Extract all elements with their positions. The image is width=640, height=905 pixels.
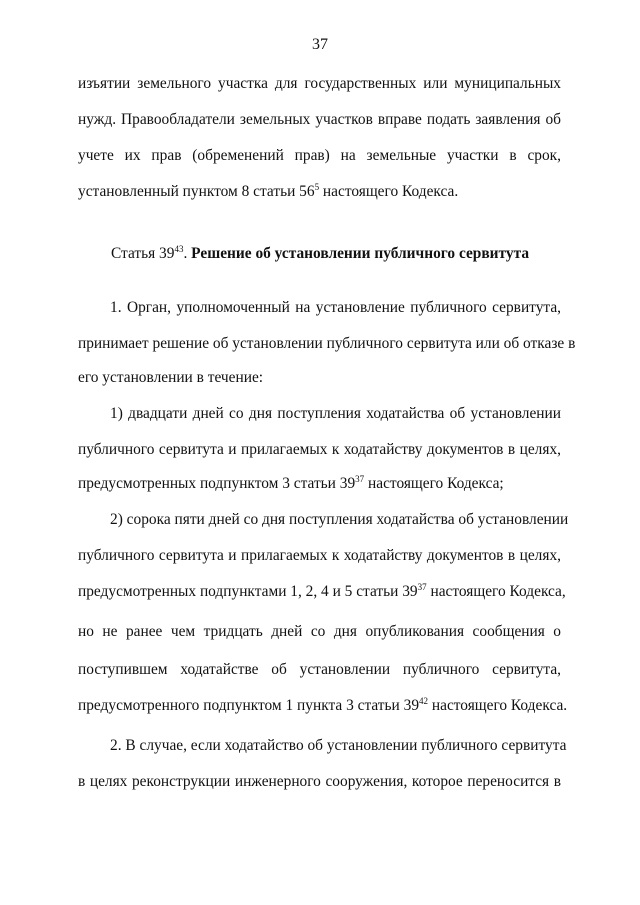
page-number: 37 (312, 36, 328, 53)
text-fragment: настоящего Кодекса, (426, 583, 566, 600)
article-dot: . (183, 245, 188, 262)
text-line: публичного сервитута и прилагаемых к ходатайству документов в целях, (78, 441, 561, 458)
text-line: принимает решение об установлении публичного сервитута или об отказе в (78, 335, 576, 352)
text-line: 1) двадцати дней со дня поступления ходатайства об установлении (110, 405, 561, 422)
article-heading (0, 244, 640, 264)
text-fragment: предусмотренных подпунктами 1, 2, 4 и 5 статьи 39 (78, 583, 418, 600)
text-line: 1. Орган, уполномоченный на установление публичного сервитута, (110, 299, 561, 316)
text-fragment: настоящего Кодекса. (428, 697, 568, 714)
text-fragment: предусмотренного подпунктом 1 пункта 3 статьи 39 (78, 697, 420, 714)
text-line (78, 695, 568, 716)
text-line: нужд. Правообладатели земельных участков вправе подать заявления об (78, 111, 561, 128)
superscript: 37 (417, 581, 427, 592)
text-line: в целях реконструкции инженерного сооружения, которое переносится в (78, 773, 561, 790)
text-fragment: установленный пунктом 8 статьи 56 (78, 183, 315, 200)
text-line: поступившем ходатайстве об установлении публичного сервитута, (78, 661, 561, 678)
text-line (78, 182, 561, 202)
superscript: 42 (419, 695, 429, 706)
text-line: изъятии земельного участка для государственных или муниципальных (78, 75, 561, 92)
article-title: Решение об установлении публичного сервитута (191, 245, 530, 262)
text-line: но не ранее чем тридцать дней со дня опубликования сообщения о (78, 623, 561, 640)
text-line (78, 474, 561, 494)
text-line: публичного сервитута и прилагаемых к ходатайству документов в целях, (78, 547, 561, 564)
superscript: 37 (355, 473, 365, 484)
text-line: 2) сорока пяти дней со дня поступления ходатайства об установлении (110, 511, 569, 528)
article-superscript: 43 (174, 243, 184, 254)
text-fragment: настоящего Кодекса. (319, 183, 459, 200)
text-line (78, 581, 566, 602)
text-line: учете их прав (обременений прав) на земельные участки в срок, (78, 147, 561, 164)
superscript: 5 (314, 181, 320, 192)
text-fragment: предусмотренных подпунктом 3 статьи 39 (78, 475, 356, 492)
text-fragment: настоящего Кодекса; (364, 475, 504, 492)
text-line: 2. В случае, если ходатайство об установлении публичного сервитута (110, 737, 567, 754)
article-prefix: Статья 39 (110, 245, 175, 262)
text-line: его установлении в течение: (78, 369, 264, 386)
